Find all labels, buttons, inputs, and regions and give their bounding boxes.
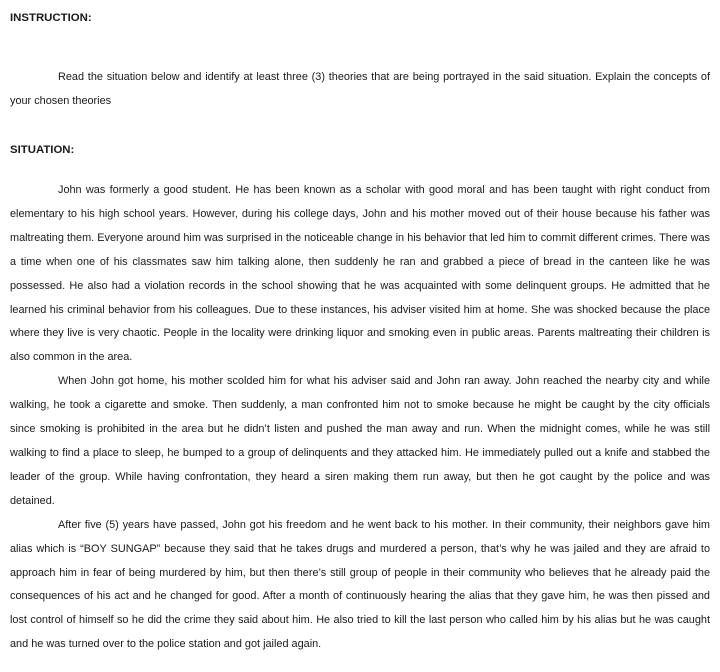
- instruction-heading: INSTRUCTION:: [10, 12, 92, 24]
- situation-heading: SITUATION:: [10, 144, 75, 156]
- situation-paragraph-1: John was formerly a good student. He has been known as a scholar with good moral and has been taught with right conduct from elementary to his high school years. However, during his college days, John and his mother moved out of their house because his father was maltreating them. Everyone around him was surprised in the noticeable change in his behavior that led him to commit different crimes. There was a time when one of his classmates saw him talking alone, then suddenly he ran and grabbed a piece of bread in the canteen like he was possessed. He also had a violation records in the school showing that he was acquainted with some delinquent groups. He admitted that he learned his criminal behavior from his colleagues. Due to these instances, his adviser visited him at home. She was shocked because the place where they live is very chaotic. People in the locality were drinking liquor and smoking even in public areas. Parents maltreating their children is also common in the area.: [10, 184, 710, 364]
- instruction-text: Read the situation below and identify at least three (3) theories that are being portrayed in the said situation. Explain the concepts of your chosen theories: [10, 71, 710, 107]
- situation-paragraph-2: When John got home, his mother scolded him for what his adviser said and John ran away. John reached the nearby city and while walking, he took a cigarette and smoke. Then suddenly, a man confronted him not to smoke because he might be caught by the city officials since smoking is prohibited in the area but he didn’t listen and pushed the man away and run. When the midnight comes, while he was still walking to find a place to sleep, he bumped to a group of delinquents and they attacked him. He immediately pulled out a knife and stabbed the leader of the group. While having confrontation, they heard a siren making them run away, but then he got caught by the police and was detained.: [10, 375, 710, 507]
- situation-paragraph-3: After five (5) years have passed, John got his freedom and he went back to his mother. In their community, their neighbors gave him alias which is “BOY SUNGAP” because they said that he takes drugs and murdered a person, that’s why he was jailed and they are afraid to approach him in fear of being murdered by him, but then there’s still group of people in their community who believes that he already paid the consequences of his act and he changed for good. After a month of continuously hearing the alias that they gave him, he was then pissed and lost control of himself so he did the crime they said about him. He also tried to kill the last person who called him by his alias but he was caught and he was turned over to the police station and got jailed again.: [10, 518, 710, 651]
